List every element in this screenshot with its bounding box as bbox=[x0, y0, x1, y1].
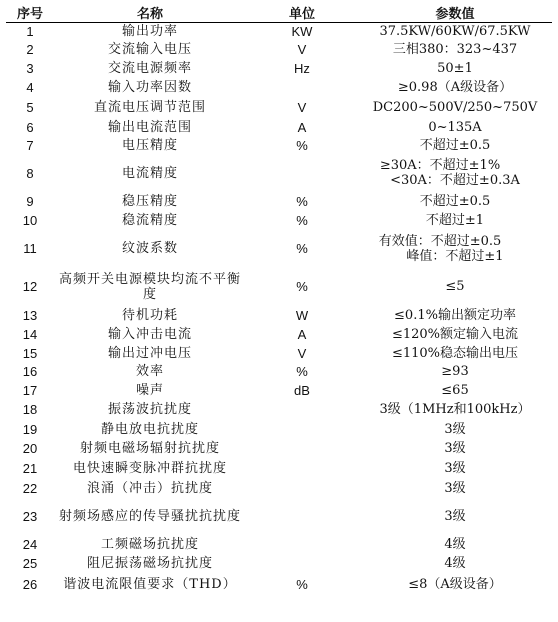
row-number: 11 bbox=[23, 241, 37, 256]
row-unit bbox=[246, 78, 358, 98]
value-line: DC200~500V/250~750V bbox=[372, 100, 538, 115]
row-name: 输出过冲电压 bbox=[107, 345, 192, 361]
row-value bbox=[358, 23, 552, 40]
table-row bbox=[6, 154, 552, 193]
row-value bbox=[358, 420, 552, 439]
row-name: 交流输入电压 bbox=[107, 42, 192, 57]
row-value bbox=[358, 363, 552, 381]
row-unit bbox=[246, 554, 358, 573]
value-line: 不超过±0.5 bbox=[419, 137, 491, 153]
header-name: 名称 bbox=[54, 3, 246, 23]
row-number: 26 bbox=[22, 577, 38, 592]
table-row bbox=[6, 40, 552, 60]
table-row bbox=[6, 325, 552, 344]
row-number: 10 bbox=[22, 212, 38, 228]
value-line: ≥93 bbox=[441, 364, 469, 379]
row-value bbox=[358, 400, 552, 420]
row-unit: KW bbox=[291, 23, 313, 39]
row-value bbox=[358, 78, 552, 98]
value-line: 4级 bbox=[444, 536, 466, 552]
row-name: 稳流精度 bbox=[121, 212, 178, 228]
value-line: 3级 bbox=[444, 481, 466, 496]
row-value bbox=[358, 554, 552, 573]
row-number: 7 bbox=[26, 137, 34, 153]
row-number: 14 bbox=[22, 326, 38, 342]
value-line: ≥30A：不超过±1% bbox=[379, 158, 501, 173]
row-name: 电流精度 bbox=[121, 165, 178, 181]
value-line: ≤0.1%输出额定功率 bbox=[394, 307, 516, 323]
table-row bbox=[6, 439, 552, 459]
row-value bbox=[358, 211, 552, 230]
value-line: 不超过±0.5 bbox=[419, 194, 491, 209]
value-line: 3级（1MHz和100kHz） bbox=[379, 402, 531, 417]
row-name: 纹波系数 bbox=[121, 241, 178, 256]
row-number: 23 bbox=[22, 509, 38, 524]
header-row bbox=[6, 3, 552, 23]
row-unit: % bbox=[296, 194, 308, 209]
spec-table bbox=[6, 3, 552, 597]
row-unit bbox=[246, 535, 358, 554]
row-value bbox=[358, 98, 552, 118]
row-value bbox=[358, 439, 552, 459]
table-row bbox=[6, 554, 552, 573]
row-value bbox=[358, 479, 552, 499]
row-name: 浪涌（冲击）抗扰度 bbox=[86, 481, 213, 496]
value-line: 峰值：不超过±1 bbox=[406, 248, 504, 264]
row-unit bbox=[246, 154, 358, 193]
row-name: 谐波电流限值要求（THD） bbox=[63, 577, 237, 592]
value-line: 0~135A bbox=[428, 119, 482, 135]
row-number: 8 bbox=[26, 165, 34, 181]
row-unit: % bbox=[296, 364, 308, 379]
table-row bbox=[6, 230, 552, 268]
value-line: 三相380：323~437 bbox=[392, 42, 518, 57]
row-number: 22 bbox=[22, 481, 38, 496]
row-number: 1 bbox=[26, 23, 34, 39]
table-row bbox=[6, 535, 552, 554]
table-row bbox=[6, 420, 552, 439]
value-line: 不超过±1 bbox=[425, 212, 485, 228]
row-name: 直流电压调节范围 bbox=[93, 100, 206, 115]
value-line: ≤8（A级设备） bbox=[408, 577, 502, 592]
table-row bbox=[6, 60, 552, 78]
row-value bbox=[358, 325, 552, 344]
row-number: 4 bbox=[26, 80, 34, 95]
row-unit: % bbox=[296, 577, 308, 592]
row-unit: % bbox=[296, 241, 308, 256]
row-value bbox=[358, 268, 552, 306]
table-row bbox=[6, 98, 552, 118]
row-name: 待机功耗 bbox=[121, 307, 178, 323]
value-line: 37.5KW/60KW/67.5KW bbox=[379, 23, 531, 39]
row-number: 3 bbox=[26, 61, 34, 76]
row-name: 射频场感应的传导骚扰抗扰度 bbox=[58, 509, 241, 524]
row-value bbox=[358, 118, 552, 137]
table-row bbox=[6, 211, 552, 230]
row-number: 17 bbox=[22, 382, 38, 398]
table-row bbox=[6, 499, 552, 535]
table-body bbox=[6, 23, 552, 597]
row-value bbox=[358, 137, 552, 154]
row-unit: dB bbox=[294, 382, 310, 398]
row-name: 静电放电抗扰度 bbox=[100, 421, 199, 437]
row-name: 输出功率 bbox=[121, 23, 178, 39]
row-name: 电压精度 bbox=[121, 137, 178, 153]
table-row bbox=[6, 381, 552, 400]
row-name: 交流电源频率 bbox=[107, 61, 192, 76]
row-name: 射频电磁场辐射抗扰度 bbox=[79, 441, 220, 456]
row-number: 9 bbox=[26, 194, 34, 209]
table-row bbox=[6, 344, 552, 363]
row-name: 噪声 bbox=[135, 382, 164, 398]
table-row bbox=[6, 306, 552, 325]
value-line: 3级 bbox=[444, 509, 466, 524]
row-number: 25 bbox=[22, 555, 38, 571]
row-value bbox=[358, 306, 552, 325]
row-number: 24 bbox=[22, 536, 38, 552]
row-value bbox=[358, 60, 552, 78]
row-unit bbox=[246, 499, 358, 535]
value-line: 3级 bbox=[444, 461, 466, 476]
value-line: 4级 bbox=[444, 555, 466, 571]
row-name: 高频开关电源模块均流不平衡度 bbox=[58, 271, 241, 302]
table-row bbox=[6, 118, 552, 137]
row-number: 15 bbox=[22, 345, 38, 361]
row-unit: Hz bbox=[294, 61, 310, 76]
row-name: 输入冲击电流 bbox=[107, 326, 192, 342]
value-line: ≥0.98（A级设备） bbox=[397, 80, 513, 95]
row-number: 13 bbox=[22, 307, 38, 323]
row-value bbox=[358, 381, 552, 400]
table-row bbox=[6, 400, 552, 420]
row-value bbox=[358, 459, 552, 479]
row-unit: A bbox=[297, 119, 307, 135]
row-value bbox=[358, 193, 552, 211]
row-number: 19 bbox=[22, 421, 38, 437]
table-row bbox=[6, 573, 552, 597]
row-name: 输出电流范围 bbox=[107, 119, 192, 135]
row-value bbox=[358, 535, 552, 554]
row-unit bbox=[246, 459, 358, 479]
row-name: 阻尼振荡磁场抗扰度 bbox=[86, 555, 213, 571]
row-unit: V bbox=[297, 42, 307, 57]
row-name: 振荡波抗扰度 bbox=[107, 402, 192, 417]
table-row bbox=[6, 268, 552, 306]
row-number: 2 bbox=[26, 42, 34, 57]
header-unit: 单位 bbox=[246, 3, 358, 23]
header-no: 序号 bbox=[6, 3, 54, 23]
row-unit bbox=[246, 400, 358, 420]
row-number: 20 bbox=[22, 441, 38, 456]
value-line: ≤120%额定输入电流 bbox=[391, 326, 519, 342]
row-value bbox=[358, 154, 552, 193]
row-name: 效率 bbox=[135, 364, 164, 379]
table-row bbox=[6, 137, 552, 154]
row-unit: % bbox=[296, 279, 308, 294]
table-row bbox=[6, 193, 552, 211]
row-number: 21 bbox=[22, 461, 38, 476]
table-row bbox=[6, 78, 552, 98]
row-unit: W bbox=[295, 307, 309, 323]
value-line: <30A：不超过±0.3A bbox=[390, 173, 520, 188]
value-line: ≤110%稳态输出电压 bbox=[391, 345, 519, 361]
row-unit: V bbox=[297, 345, 307, 361]
row-number: 18 bbox=[22, 402, 38, 417]
row-unit: % bbox=[296, 212, 308, 228]
table-header bbox=[6, 3, 552, 23]
row-value bbox=[358, 573, 552, 597]
row-unit: V bbox=[297, 100, 307, 115]
table-row bbox=[6, 23, 552, 40]
row-value bbox=[358, 499, 552, 535]
row-name: 电快速瞬变脉冲群抗扰度 bbox=[72, 461, 227, 476]
row-unit bbox=[246, 479, 358, 499]
value-line: 3级 bbox=[444, 441, 466, 456]
row-number: 6 bbox=[26, 119, 34, 135]
row-name: 稳压精度 bbox=[121, 194, 178, 209]
row-unit: % bbox=[296, 137, 308, 153]
value-line: 有效值：不超过±0.5 bbox=[378, 233, 502, 249]
row-unit bbox=[246, 420, 358, 439]
row-number: 5 bbox=[26, 100, 34, 115]
table-row bbox=[6, 363, 552, 381]
row-value bbox=[358, 40, 552, 60]
header-value: 参数值 bbox=[358, 3, 552, 23]
row-number: 12 bbox=[22, 279, 38, 294]
row-value bbox=[358, 344, 552, 363]
bottom-whitespace bbox=[0, 602, 558, 622]
row-unit bbox=[246, 439, 358, 459]
row-name: 工频磁场抗扰度 bbox=[100, 536, 199, 552]
row-value bbox=[358, 230, 552, 268]
table-row bbox=[6, 479, 552, 499]
row-name: 输入功率因数 bbox=[107, 80, 192, 95]
value-line: 50±1 bbox=[437, 61, 473, 76]
table-row bbox=[6, 459, 552, 479]
row-number: 16 bbox=[22, 364, 38, 379]
row-unit: A bbox=[297, 326, 307, 342]
value-line: 3级 bbox=[444, 421, 466, 437]
value-line: ≤5 bbox=[445, 279, 465, 294]
value-line: ≤65 bbox=[441, 382, 469, 398]
